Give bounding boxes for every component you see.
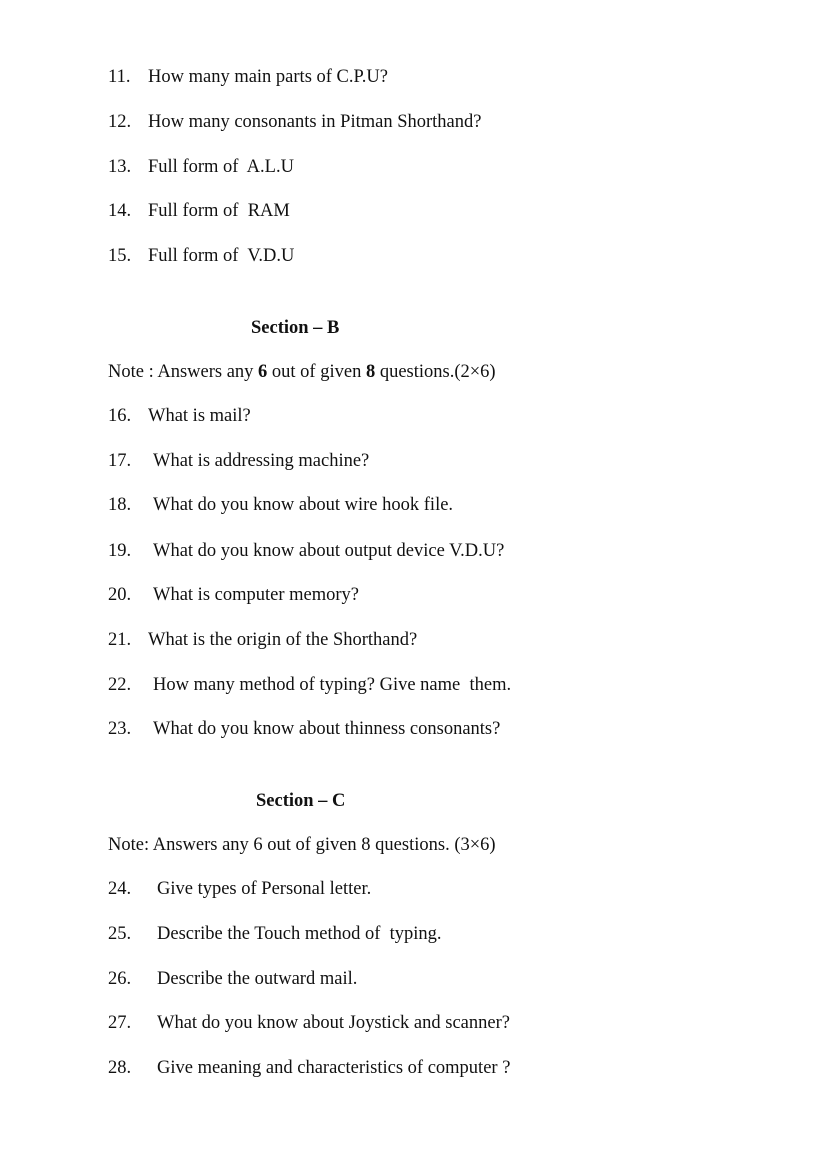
question-number: 22. <box>108 675 132 695</box>
question-text: What is computer memory? <box>153 585 360 605</box>
question-text: What is mail? <box>148 406 251 426</box>
question-number: 19. <box>108 541 132 561</box>
question-text: What is addressing machine? <box>153 451 370 471</box>
section-c-heading: Section – C <box>256 791 346 811</box>
question-text: What is the origin of the Shorthand? <box>148 630 418 650</box>
question-number: 23. <box>108 719 132 739</box>
question-text: What do you know about output device V.D.U? <box>153 541 505 561</box>
question-number: 15. <box>108 246 132 266</box>
question-number: 27. <box>108 1013 132 1033</box>
question-text: Full form of RAM <box>148 201 290 221</box>
question-number: 12. <box>108 112 132 132</box>
question-text: How many method of typing? Give name them. <box>153 675 512 695</box>
note-mid: out of given <box>267 362 366 382</box>
note-suffix: questions.(2×6) <box>375 362 496 382</box>
question-text: Describe the Touch method of typing. <box>157 924 442 944</box>
question-28 <box>108 1057 511 1145</box>
note-total: 8 <box>365 362 376 382</box>
question-number: 17. <box>108 451 132 471</box>
question-number: 11. <box>108 67 131 87</box>
question-text: How many consonants in Pitman Shorthand? <box>148 112 482 132</box>
question-number: 20. <box>108 585 132 605</box>
question-number: 25. <box>108 924 132 944</box>
question-text: Give types of Personal letter. <box>157 879 372 899</box>
question-number: 24. <box>108 879 132 899</box>
question-text: Describe the outward mail. <box>157 969 358 989</box>
question-text: How many main parts of C.P.U? <box>148 67 388 87</box>
note-prefix: Note : Answers any <box>108 362 259 382</box>
section-b-note <box>108 361 496 383</box>
question-number: 16. <box>108 406 132 426</box>
question-15 <box>108 245 295 333</box>
question-number: 26. <box>108 969 132 989</box>
question-text: Give meaning and characteristics of computer ? <box>157 1058 511 1078</box>
question-number: 13. <box>108 157 132 177</box>
question-text: What do you know about wire hook file. <box>153 495 454 515</box>
question-text: Full form of A.L.U <box>148 157 294 177</box>
section-b-heading: Section – B <box>251 318 340 338</box>
question-text: What do you know about thinness consonants? <box>153 719 501 739</box>
section-c-note: Note: Answers any 6 out of given 8 questions. (3×6) <box>108 835 496 855</box>
question-text: What do you know about Joystick and scanner? <box>157 1013 510 1033</box>
question-number: 21. <box>108 630 132 650</box>
question-number: 18. <box>108 495 132 515</box>
question-text: Full form of V.D.U <box>148 246 295 266</box>
question-number: 28. <box>108 1058 132 1078</box>
note-count: 6 <box>258 362 268 382</box>
question-number: 14. <box>108 201 132 221</box>
